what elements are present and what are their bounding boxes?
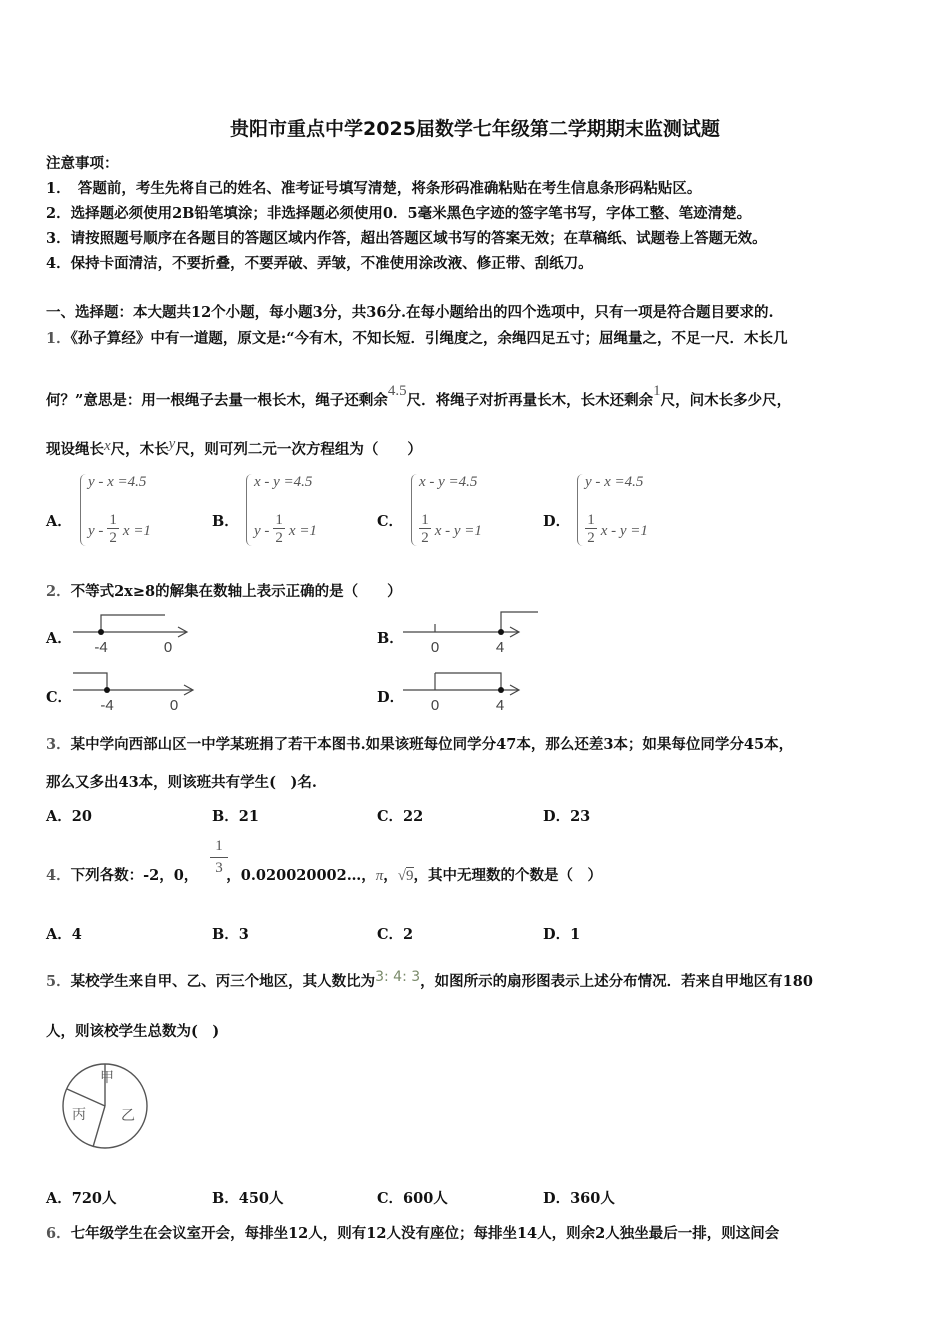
question-1-number: 1． [46, 330, 71, 347]
q3-option-b: B．21 [212, 808, 259, 825]
equation-1: x - y =4.5 [254, 474, 313, 490]
question-1-line-3: 现设绳长x尺，木长y尺，则可列二元一次方程组为（ ） [46, 436, 422, 458]
pie-label-bing: 丙 [72, 1106, 86, 1122]
notice-item-3: 3．请按照题号顺序在各题目的答题区域内作答，超出答题区域书写的答案无效；在草稿纸、试题卷上答题无效。 [46, 230, 767, 247]
question-1-line-1: 1．《孙子算经》中有一道题，原文是:“今有木，不知长短．引绳度之，余绳四足五寸；屈绳量之，不足一尺．木长几 [46, 330, 788, 347]
option-label: C． [377, 513, 404, 530]
equation-1: y - x =4.5 [585, 474, 644, 490]
q3-option-d: D．23 [543, 808, 591, 825]
question-5-line-1: 5．某校学生来自甲、乙、丙三个地区，其人数比为3: 4: 3，如图所示的扇形图表示上述分布情况．若来自甲地区有180 [46, 969, 813, 990]
pie-chart [56, 1062, 156, 1150]
tick-label: -4 [100, 697, 114, 714]
brace [80, 474, 87, 546]
question-3-line-2: 那么又多出43本，则该班共有学生( )名. [46, 774, 317, 791]
tick-label: 0 [430, 697, 440, 714]
notice-item-1: 1． 答题前，考生先将自己的姓名、准考证号填写清楚，将条形码准确粘贴在考生信息条形码粘贴区。 [46, 180, 702, 197]
q2-option-a-numberline [70, 608, 200, 658]
q4-fraction: 1 3 [210, 838, 228, 877]
notice-item-4: 4．保持卡面清洁，不要折叠，不要弄破、弄皱，不准使用涂改液、修正带、刮纸刀。 [46, 255, 593, 272]
q5-option-c: C．600人 [377, 1190, 448, 1207]
q4-option-c: C．2 [377, 926, 414, 943]
equation-2: y - $\frac{1}{2}$ x =1 [254, 512, 317, 546]
question-4-text: 4．下列各数：-2，0， ，0.020020002…，π，√9，其中无理数的个数是（ ） [46, 867, 602, 884]
q3-option-c: C．22 [377, 808, 424, 825]
q5-option-d: D．360人 [543, 1190, 615, 1207]
q5-option-b: B．450人 [212, 1190, 284, 1207]
q4-option-d: D．1 [543, 926, 581, 943]
section-heading: 一、选择题：本大题共12个小题，每小题3分，共36分.在每小题给出的四个选项中，只有一项是符合题目要求的. [46, 304, 774, 321]
equation-1: y - x =4.5 [88, 474, 147, 490]
brace [246, 474, 253, 546]
tick-label: 0 [430, 639, 440, 656]
pie-label-yi: 乙 [121, 1107, 135, 1123]
tick-label: 0 [163, 639, 173, 656]
equation-1: x - y =4.5 [419, 474, 478, 490]
tick-label: -4 [94, 639, 108, 656]
question-2-text: 2．不等式2x≥8的解集在数轴上表示正确的是（ ） [46, 583, 402, 600]
ratio: 3: 4: 3 [375, 969, 421, 985]
question-3-line-1: 3．某中学向西部山区一中学某班捐了若干本图书.如果该班每位同学分47本，那么还差3本；如果每位同学分45本， [46, 736, 794, 753]
q2-option-d-numberline [400, 666, 530, 718]
equation-2: $\frac{1}{2}$ x - y =1 [585, 514, 648, 549]
pie-label-jia: 甲 [100, 1069, 114, 1085]
option-label: D． [543, 513, 571, 530]
tick-label: 4 [495, 697, 505, 714]
question-5-line-2: 人，则该校学生总数为( ) [46, 1023, 220, 1040]
option-label: B． [212, 513, 239, 530]
equation-2: $\frac{1}{2}$ x - y =1 [419, 514, 482, 549]
brace [577, 474, 584, 546]
q2-option-c-numberline [70, 666, 200, 718]
sqrt: √9 [397, 868, 414, 884]
notice-item-2: 2．选择题必须使用2B铅笔填涂；非选择题必须使用0．5毫米黑色字迹的签字笔书写，字体工整、笔迹清楚。 [46, 205, 752, 222]
q3-option-a: A．20 [46, 808, 92, 825]
q5-option-a: A．720人 [46, 1190, 117, 1207]
q2-option-b-label: B． [377, 630, 404, 647]
q2-option-a-label: A． [46, 630, 72, 647]
notice-heading: 注意事项： [46, 155, 119, 172]
q2-option-b-numberline [400, 606, 545, 658]
q4-option-a: A．4 [46, 926, 82, 943]
q4-option-b: B．3 [212, 926, 249, 943]
tick-label: 0 [169, 697, 179, 714]
tick-label: 4 [495, 639, 505, 656]
option-label: A． [46, 513, 72, 530]
equation-2: y - $\frac{1}{2}$ x =1 [88, 512, 151, 546]
question-1-line-2: 何？”意思是：用一根绳子去量一根长木，绳子还剩余4.5尺．将绳子对折再量长木，长木还剩余1尺，问木长多少尺， [46, 383, 792, 409]
brace [411, 474, 418, 546]
q2-option-d-label: D． [377, 689, 405, 706]
page-title: 贵阳市重点中学2025届数学七年级第二学期期末监测试题 [230, 118, 720, 140]
q2-option-c-label: C． [46, 689, 73, 706]
question-6-line-1: 6．七年级学生在会议室开会，每排坐12人，则有12人没有座位；每排坐14人，则余2人独坐最后一排，则这间会 [46, 1225, 780, 1242]
